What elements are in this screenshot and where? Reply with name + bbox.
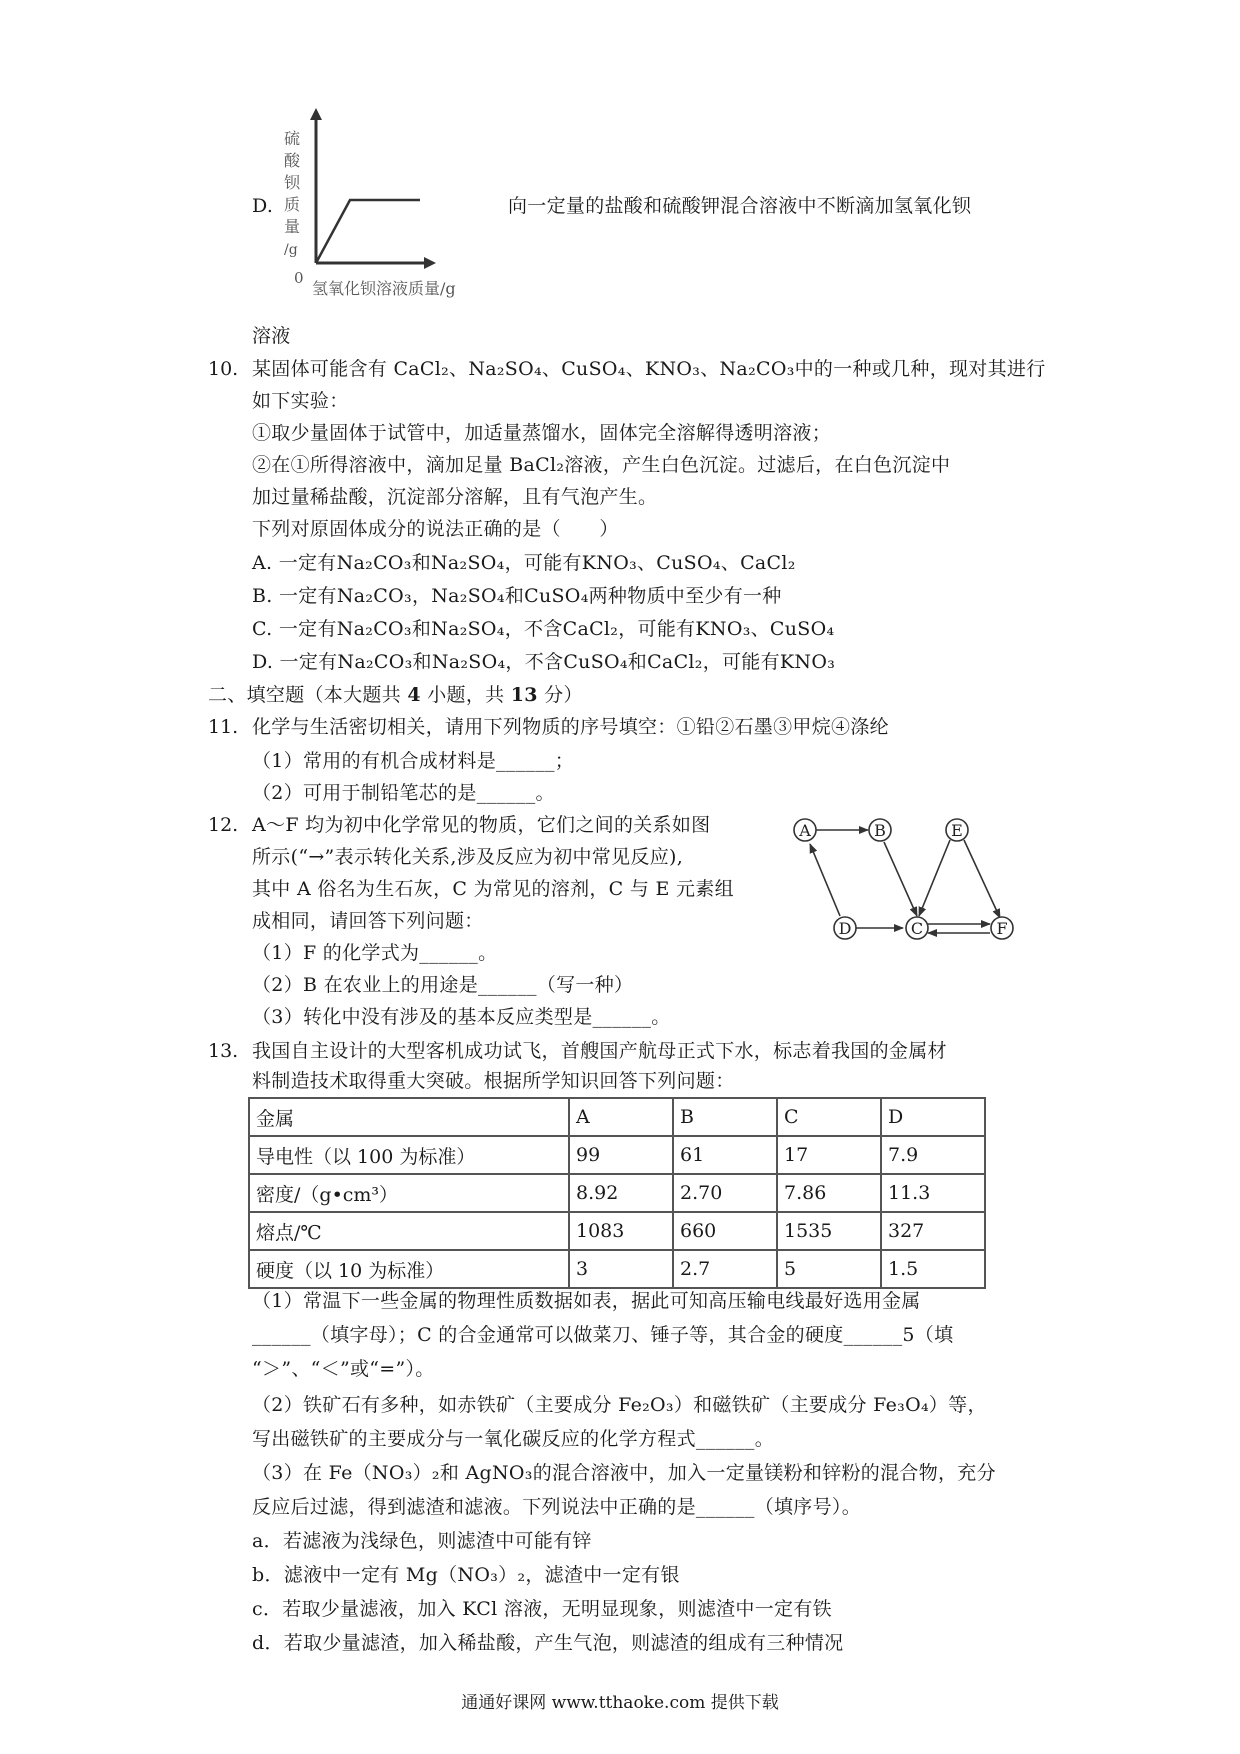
graph-origin: 0	[294, 269, 304, 287]
q12-number: 12.	[208, 814, 239, 836]
q13-sub1-line-1: （1）常温下一些金属的物理性质数据如表，据此可知高压输电线最好选用金属	[252, 1290, 921, 1312]
q11-stem: 化学与生活密切相关，请用下列物质的序号填空：①铅②石墨③甲烷④涤纶	[252, 716, 889, 738]
arrow-b-to-c	[884, 842, 917, 916]
q10-step-1: ①取少量固体于试管中，加适量蒸馏水，固体完全溶解得透明溶液；	[252, 422, 832, 444]
q10-option-a: A. 一定有Na₂CO₃和Na₂SO₄，可能有KNO₃、CuSO₄、CaCl₂	[252, 552, 796, 574]
section-2-score: 13	[510, 684, 538, 706]
q10-option-d: D. 一定有Na₂CO₃和Na₂SO₄，不含CuSO₄和CaCl₂，可能有KNO₃	[252, 651, 836, 673]
q12-sub-1: （1）F 的化学式为______。	[252, 942, 498, 964]
arrow-e-to-f	[964, 840, 1000, 918]
q9-option-d-label: D.	[252, 195, 274, 217]
q12-sub-2: （2）B 在农业上的用途是______（写一种）	[252, 974, 634, 996]
table-header-cell: A	[569, 1098, 673, 1136]
q12-line-2: 所示(“→”表示转化关系,涉及反应为初中常见反应),	[252, 846, 684, 868]
q11-number: 11.	[208, 716, 239, 738]
table-row	[249, 1212, 985, 1250]
node-a	[794, 819, 816, 841]
svg-text:E: E	[951, 821, 963, 840]
table-cell: 2.70	[673, 1174, 777, 1212]
q13-sub2-line-1: （2）铁矿石有多种，如赤铁矿（主要成分 Fe₂O₃）和磁铁矿（主要成分 Fe₃O₄）等，	[252, 1394, 987, 1416]
table-cell: 61	[673, 1136, 777, 1174]
q12-line-1: A～F 均为初中化学常见的物质，它们之间的关系如图	[252, 814, 711, 836]
page-footer: 通通好课网 www.tthaoke.com 提供下载	[461, 1693, 779, 1713]
q13-choice-b: b．滤液中一定有 Mg（NO₃）₂，滤渣中一定有银	[252, 1564, 680, 1586]
q10-stem-1: 某固体可能含有 CaCl₂、Na₂SO₄、CuSO₄、KNO₃、Na₂CO₃中的一种或几种，现对其进行	[252, 358, 1046, 380]
graph-ylabel-1: 硫	[284, 129, 301, 148]
arrow-d-to-a	[810, 844, 840, 916]
q12-sub-3: （3）转化中没有涉及的基本反应类型是______。	[252, 1006, 671, 1028]
svg-text:F: F	[996, 919, 1008, 938]
table-cell: 8.92	[569, 1174, 673, 1212]
svg-text:A: A	[799, 821, 811, 840]
table-cell: 熔点/℃	[249, 1212, 569, 1250]
table-cell: 3	[569, 1250, 673, 1288]
q11-sub-1: （1）常用的有机合成材料是______；	[252, 750, 575, 772]
q13-choice-c: c．若取少量滤液，加入 KCl 溶液，无明显现象，则滤渣中一定有铁	[252, 1598, 832, 1620]
table-cell: 327	[881, 1212, 985, 1250]
table-cell: 7.9	[881, 1136, 985, 1174]
q12-line-4: 成相同，请回答下列问题：	[252, 910, 484, 932]
table-cell: 1083	[569, 1212, 673, 1250]
q13-stem-2: 料制造技术取得重大突破。根据所学知识回答下列问题：	[252, 1070, 735, 1092]
node-e	[946, 819, 968, 841]
table-row	[249, 1250, 985, 1288]
table-cell: 99	[569, 1136, 673, 1174]
table-row	[249, 1136, 985, 1174]
q9-option-d-text-2: 溶液	[252, 325, 291, 347]
graph-ylabel-6: /g	[284, 242, 298, 258]
q10-step-2a: ②在①所得溶液中，滴加足量 BaCl₂溶液，产生白色沉淀。过滤后，在白色沉淀中	[252, 454, 951, 476]
table-cell: 660	[673, 1212, 777, 1250]
table-row	[249, 1174, 985, 1212]
table-header-cell: 金属	[249, 1098, 569, 1136]
graph-ylabel-2: 酸	[284, 151, 301, 170]
q13-sub1-line-3: “＞”、“＜”或“=”）。	[252, 1358, 435, 1380]
graph-curve	[316, 200, 420, 263]
section-2-title-mid: 小题，共	[427, 684, 505, 706]
section-2-title-prefix: 二、填空题（本大题共	[208, 684, 402, 706]
q12-relationship-diagram	[790, 812, 1030, 946]
node-f	[991, 917, 1013, 939]
q13-sub3-line-1: （3）在 Fe（NO₃）₂和 AgNO₃的混合溶液中，加入一定量镁粉和锌粉的混合物，充分	[252, 1462, 996, 1484]
q10-option-c: C. 一定有Na₂CO₃和Na₂SO₄，不含CaCl₂，可能有KNO₃、CuSO₄	[252, 618, 835, 640]
q13-sub1-line-2: ______（填字母）；C 的合金通常可以做菜刀、锤子等，其合金的硬度______5（填	[252, 1324, 954, 1346]
q13-sub2-line-2: 写出磁铁矿的主要成分与一氧化碳反应的化学方程式______。	[252, 1428, 775, 1450]
q13-choice-d: d．若取少量滤渣，加入稀盐酸，产生气泡，则滤渣的组成有三种情况	[252, 1632, 844, 1654]
table-header-cell: B	[673, 1098, 777, 1136]
table-header-cell: C	[777, 1098, 881, 1136]
table-cell: 17	[777, 1136, 881, 1174]
graph-xlabel: 氢氧化钡溶液质量/g	[312, 279, 456, 298]
table-cell: 密度/（g•cm³）	[249, 1174, 569, 1212]
node-b	[869, 819, 891, 841]
table-cell: 5	[777, 1250, 881, 1288]
q9-option-d-graph	[278, 108, 488, 308]
q10-step-2b: 加过量稀盐酸，沉淀部分溶解，且有气泡产生。	[252, 486, 658, 508]
graph-ylabel-3: 钡	[284, 173, 301, 192]
table-cell: 2.7	[673, 1250, 777, 1288]
q12-line-3: 其中 A 俗名为生石灰，C 为常见的溶剂，C 与 E 元素组	[252, 878, 734, 900]
graph-ylabel-4: 质	[284, 195, 301, 214]
node-d	[834, 917, 856, 939]
q11-sub-2: （2）可用于制铅笔芯的是______。	[252, 782, 555, 804]
table-cell: 7.86	[777, 1174, 881, 1212]
graph-ylabel-5: 量	[284, 217, 301, 236]
q9-option-d-text-1: 向一定量的盐酸和硫酸钾混合溶液中不断滴加氢氧化钡	[508, 195, 972, 217]
table-cell: 1.5	[881, 1250, 985, 1288]
q13-stem-1: 我国自主设计的大型客机成功试飞，首艘国产航母正式下水，标志着我国的金属材	[252, 1040, 947, 1062]
table-cell: 导电性（以 100 为标准）	[249, 1136, 569, 1174]
q10-stem-2: 如下实验：	[252, 390, 349, 412]
table-header-row	[249, 1098, 985, 1136]
section-2-count: 4	[407, 684, 421, 706]
table-header-cell: D	[881, 1098, 985, 1136]
metal-properties-table	[248, 1097, 986, 1289]
node-c	[906, 917, 928, 939]
q13-number: 13.	[208, 1040, 239, 1062]
q10-question: 下列对原固体成分的说法正确的是（ ）	[252, 518, 619, 540]
q10-number: 10.	[208, 358, 239, 380]
svg-text:D: D	[838, 919, 852, 938]
q13-choice-a: a．若滤液为浅绿色，则滤渣中可能有锌	[252, 1530, 592, 1552]
arrow-e-to-c	[919, 840, 950, 916]
table-cell: 11.3	[881, 1174, 985, 1212]
section-2-title-suffix: 分）	[544, 684, 583, 706]
svg-text:B: B	[874, 821, 886, 840]
q13-sub3-line-2: 反应后过滤，得到滤渣和滤液。下列说法中正确的是______（填序号）。	[252, 1496, 862, 1518]
section-2-title	[208, 682, 583, 708]
table-cell: 硬度（以 10 为标准）	[249, 1250, 569, 1288]
table-cell: 1535	[777, 1212, 881, 1250]
svg-text:C: C	[910, 919, 924, 938]
q10-option-b: B. 一定有Na₂CO₃，Na₂SO₄和CuSO₄两种物质中至少有一种	[252, 585, 782, 607]
